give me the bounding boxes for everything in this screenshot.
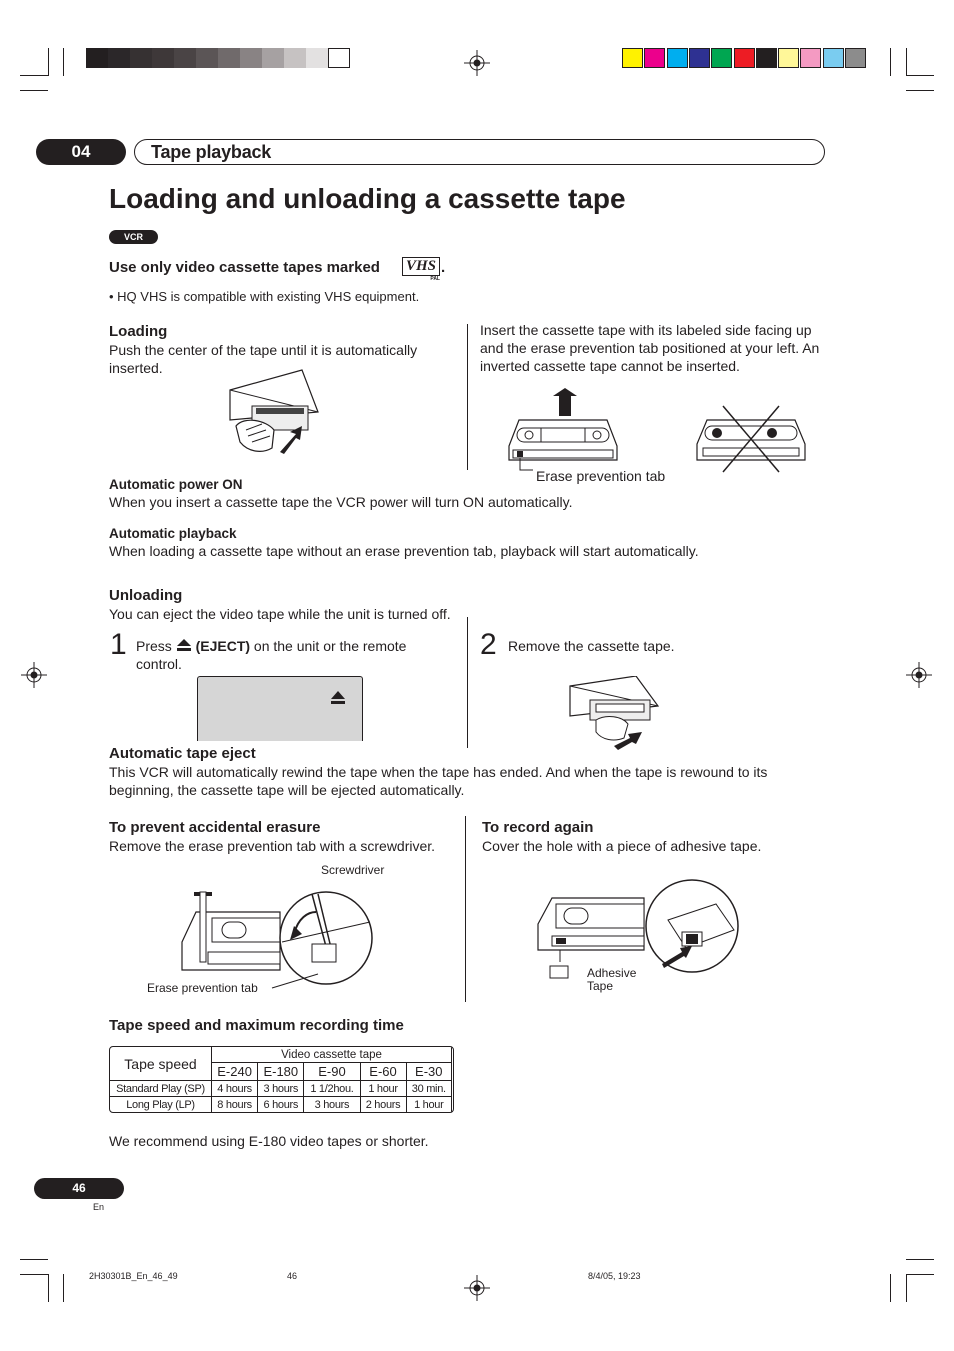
- table-row: [110, 1081, 452, 1097]
- footer-file-page: 46: [287, 1271, 298, 1281]
- loading-body: Push the center of the tape until it is automatically inserted.: [109, 342, 418, 376]
- adhesive-label-2: Tape: [587, 979, 614, 993]
- registration-swatch: [196, 48, 218, 68]
- auto-power-heading: Automatic power ON: [109, 477, 243, 492]
- prevent-body: Remove the erase prevention tab with a screwdriver.: [109, 838, 436, 854]
- screwdriver-illustration: [178, 882, 378, 990]
- registration-swatch: [306, 48, 328, 68]
- vhs-logo: [402, 257, 440, 281]
- table-cell: 2 hours: [360, 1097, 406, 1113]
- registration-swatch: [644, 48, 665, 68]
- unloading-body: You can eject the video tape while the unit is turned off.: [109, 606, 451, 622]
- cassette-inverted-illustration: [693, 404, 808, 476]
- footer-file-id: 2H30301B_En_46_49: [89, 1271, 178, 1281]
- cassette-correct-illustration: [505, 388, 625, 478]
- table-corner-label: Tape speed: [110, 1047, 212, 1081]
- registration-target-icon: [906, 662, 932, 688]
- step1-text: [136, 637, 446, 673]
- registration-swatch: [240, 48, 262, 68]
- table-cell: 4 hours: [212, 1081, 258, 1097]
- auto-playback-body: When loading a cassette tape without an erase prevention tab, playback will start automatically.: [109, 543, 699, 559]
- registration-swatch: [262, 48, 284, 68]
- registration-swatch: [622, 48, 643, 68]
- table-group-label: Video cassette tape: [212, 1047, 452, 1063]
- registration-target-icon: [464, 50, 490, 76]
- step1-number: 1: [110, 628, 127, 661]
- auto-power-body: When you insert a cassette tape the VCR power will turn ON automatically.: [109, 494, 573, 510]
- chapter-number: 04: [71, 142, 91, 161]
- loading-right-text: Insert the cassette tape with its labeled side facing up and the erase prevention tab positioned at your left. An inverted cassette tape cannot be inserted.: [480, 322, 820, 374]
- registration-swatch: [328, 48, 350, 68]
- auto-playback-heading: Automatic playback: [109, 526, 237, 541]
- speed-table-note: We recommend using E-180 video tapes or shorter.: [109, 1133, 429, 1149]
- eject-button-icon[interactable]: [330, 691, 346, 705]
- prevent-heading: To prevent accidental erasure: [109, 819, 321, 836]
- page-number: 46: [72, 1181, 86, 1195]
- section-header-bar: [134, 139, 825, 165]
- intro-bullet: • HQ VHS is compatible with existing VHS equipment.: [109, 289, 420, 304]
- record-again-heading: To record again: [482, 819, 594, 836]
- registration-swatch: [734, 48, 755, 68]
- table-cell: 8 hours: [212, 1097, 258, 1113]
- registration-swatch: [800, 48, 821, 68]
- table-column-header: E-90: [304, 1063, 360, 1081]
- table-column-header: E-180: [258, 1063, 304, 1081]
- intro-heading-text: Use only video cassette tapes marked: [109, 259, 380, 276]
- intro-heading-end: .: [441, 259, 446, 276]
- registration-swatch: [711, 48, 732, 68]
- unit-eject-panel: [197, 676, 363, 741]
- table-cell: 1 1/2hou.: [304, 1081, 360, 1097]
- vcr-badge: [109, 230, 158, 244]
- table-cell: 1 hour: [406, 1097, 451, 1113]
- table-row-label: Standard Play (SP): [110, 1081, 212, 1097]
- registration-swatch: [689, 48, 710, 68]
- registration-swatch: [667, 48, 688, 68]
- vcr-badge-label: VCR: [123, 232, 143, 242]
- screwdriver-label: Screwdriver: [321, 863, 385, 877]
- table-cell: 3 hours: [304, 1097, 360, 1113]
- table-row-label: Long Play (LP): [110, 1097, 212, 1113]
- speed-table: [109, 1046, 452, 1113]
- eject-icon: [176, 637, 192, 655]
- table-column-header: E-30: [406, 1063, 451, 1081]
- registration-swatch: [152, 48, 174, 68]
- record-again-body: Cover the hole with a piece of adhesive tape.: [482, 838, 762, 854]
- registration-target-icon: [21, 662, 47, 688]
- registration-swatch: [284, 48, 306, 68]
- table-cell: 1 hour: [360, 1081, 406, 1097]
- speed-table-wrap: [109, 1046, 454, 1113]
- registration-swatch: [778, 48, 799, 68]
- registration-swatch: [218, 48, 240, 68]
- vhs-logo-sub: PAL: [430, 276, 440, 282]
- auto-eject-body: This VCR will automatically rewind the tape when the tape has ended. And when the tape is rewound to its beginning, the cassette tape will be ejected automatically.: [109, 764, 768, 798]
- registration-target-icon: [464, 1275, 490, 1301]
- registration-swatch: [823, 48, 844, 68]
- chapter-badge: [36, 139, 126, 165]
- registration-swatch: [108, 48, 130, 68]
- page-number-badge: [34, 1178, 124, 1199]
- step1-pre: Press: [136, 638, 172, 654]
- adhesive-label-1: Adhesive: [587, 966, 637, 980]
- vcr-loading-illustration: [222, 368, 322, 458]
- erase-tab-label-loading: Erase prevention tab: [536, 468, 666, 484]
- registration-swatch: [756, 48, 777, 68]
- table-column-header: E-240: [212, 1063, 258, 1081]
- registration-swatch: [86, 48, 108, 68]
- page-lang: En: [93, 1202, 105, 1212]
- unloading-heading: Unloading: [109, 587, 183, 604]
- vhs-logo-text: VHS: [405, 258, 436, 274]
- table-cell: 3 hours: [258, 1081, 304, 1097]
- registration-swatch: [845, 48, 866, 68]
- erase-tab-label-prevent: Erase prevention tab: [147, 981, 258, 995]
- table-row: [110, 1097, 452, 1113]
- step1-post: on the unit or the remote control.: [136, 638, 407, 672]
- speed-table-heading: Tape speed and maximum recording time: [109, 1017, 404, 1034]
- step2-number: 2: [480, 628, 497, 661]
- auto-eject-heading: Automatic tape eject: [109, 745, 256, 762]
- adhesive-tape-illustration: [534, 876, 744, 984]
- table-cell: 30 min.: [406, 1081, 451, 1097]
- loading-heading: Loading: [109, 323, 168, 340]
- step2-text: Remove the cassette tape.: [508, 638, 675, 654]
- step1-bold: (EJECT): [195, 638, 251, 654]
- page-title: Loading and unloading a cassette tape: [109, 183, 626, 214]
- vcr-unloading-illustration: [566, 676, 666, 756]
- footer-date: 8/4/05, 19:23: [588, 1271, 641, 1281]
- registration-swatch: [174, 48, 196, 68]
- section-title: Tape playback: [151, 142, 272, 162]
- registration-swatch: [130, 48, 152, 68]
- intro-heading: [109, 259, 380, 277]
- table-cell: 6 hours: [258, 1097, 304, 1113]
- table-column-header: E-60: [360, 1063, 406, 1081]
